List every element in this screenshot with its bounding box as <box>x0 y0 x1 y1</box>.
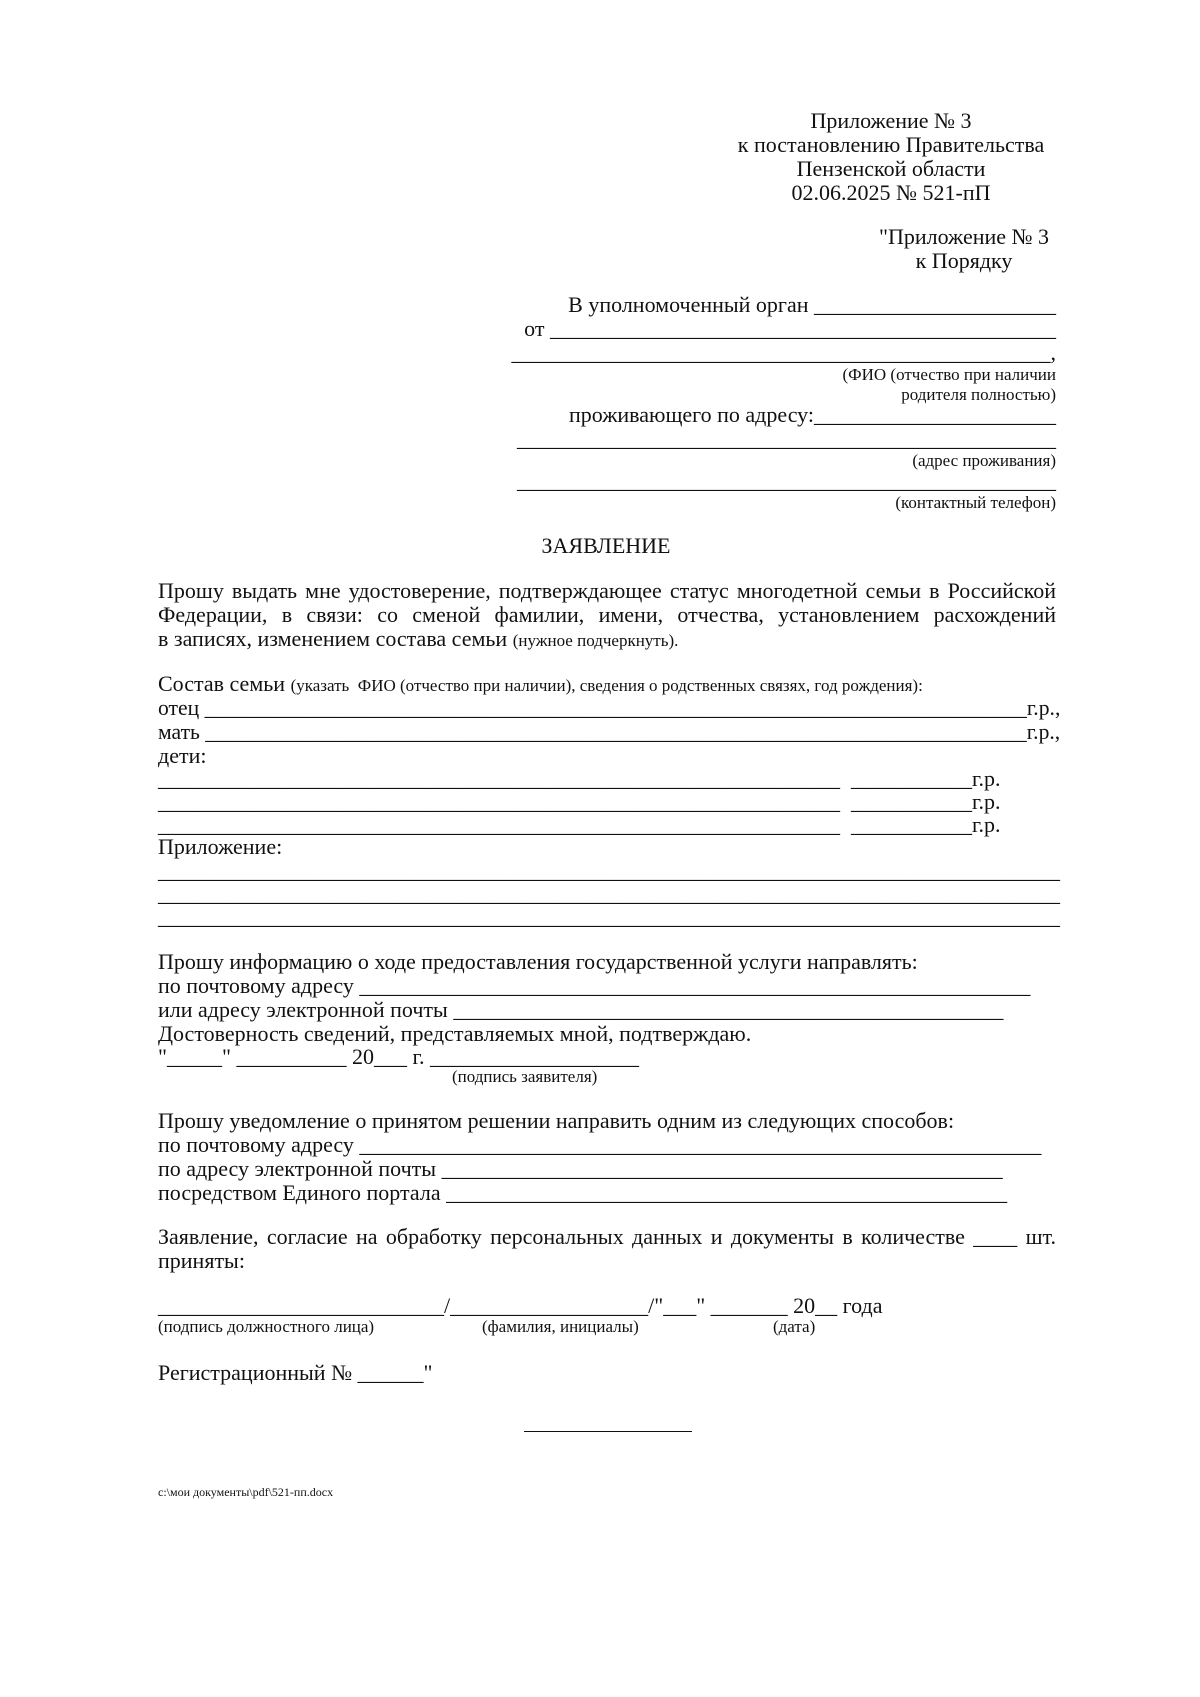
addressee-name-line: _________________________________________________, <box>511 340 1056 365</box>
accepted-hint-official: (подпись должностного лица) <box>158 1317 375 1336</box>
family-children-label: дети: <box>158 743 207 768</box>
family-mother: мать ____________________________________________________________________________г.р., <box>158 719 1061 744</box>
info-postal: по почтовому адресу _____________________________________________________________ <box>158 973 1031 998</box>
attachment-line-1: _____________________________________________________________________________________ <box>158 858 1060 883</box>
accepted-sign-line: __________________________/__________________/"___" _______ 20__ года <box>158 1293 883 1318</box>
request-line-1: Прошу выдать мне удостоверение, подтверждающее статус многодетной семьи в Российской <box>158 578 1056 603</box>
addressee-phone-hint: (контактный телефон) <box>895 493 1056 512</box>
notify-postal: по почтовому адресу ______________________________________________________________ <box>158 1132 1042 1157</box>
family-heading <box>158 673 923 695</box>
attachment-line-3: _____________________________________________________________________________________ <box>158 904 1060 929</box>
footer-file-path: c:\мои документы\pdf\521-пп.docx <box>158 1485 334 1499</box>
family-heading-main: Состав семьи <box>158 671 291 696</box>
request-line-2: Федерации, в связи: со сменой фамилии, имени, отчества, установлением расхождений <box>158 602 1056 627</box>
appendix-line-1: Приложение № 3 <box>810 108 972 133</box>
family-heading-note: (указать ФИО (отчество при наличии), сведения о родственных связях, год рождения): <box>290 676 923 695</box>
family-child-2: ______________________________________________________________ ___________г.р. <box>158 789 1001 814</box>
notify-email: по адресу электронной почты ___________________________________________________ <box>158 1156 1003 1181</box>
document-title: ЗАЯВЛЕНИЕ <box>541 533 671 558</box>
info-sign-hint: (подпись заявителя) <box>452 1067 598 1086</box>
family-child-1: ______________________________________________________________ ___________г.р. <box>158 766 1001 791</box>
accepted-line-2: приняты: <box>158 1248 245 1273</box>
order-appendix-line-2: к Порядку <box>915 248 1013 273</box>
request-line-3-main: в записях, изменением состава семьи <box>158 626 513 651</box>
notify-portal: посредством Единого портала ___________________________________________________ <box>158 1180 1008 1205</box>
addressee-phone-line: _________________________________________________ <box>517 468 1056 493</box>
accepted-line-1: Заявление, согласие на обработку персональных данных и документы в количестве ____ шт. <box>158 1224 1056 1249</box>
addressee-authority: В уполномоченный орган ______________________ <box>568 292 1056 317</box>
appendix-line-3: Пензенской области <box>796 156 986 181</box>
registration-number: Регистрационный № ______" <box>158 1360 433 1385</box>
family-father: отец ____________________________________________________________________________г.р., <box>158 695 1061 720</box>
addressee-name-hint-2: родителя полностью) <box>901 385 1056 404</box>
request-line-3 <box>158 628 678 650</box>
addressee-from: от ______________________________________________ <box>524 316 1056 341</box>
appendix-line-4: 02.06.2025 № 521-пП <box>791 180 991 205</box>
addressee-name-hint-1: (ФИО (отчество при наличии <box>842 365 1056 384</box>
info-date-sign: "_____" __________ 20___ г. ___________________ <box>158 1044 640 1069</box>
info-confirm: Достоверность сведений, представляемых мной, подтверждаю. <box>158 1021 752 1046</box>
request-line-3-note: (нужное подчеркнуть). <box>512 631 679 650</box>
accepted-hint-name: (фамилия, инициалы) <box>482 1317 639 1336</box>
info-heading: Прошу информацию о ходе предоставления государственной услуги направлять: <box>158 949 918 974</box>
order-appendix-line-1: "Приложение № 3 <box>878 224 1050 249</box>
addressee-residing: проживающего по адресу:______________________ <box>568 402 1056 427</box>
attachment-line-2: _____________________________________________________________________________________ <box>158 881 1060 906</box>
addressee-address-hint: (адрес проживания) <box>912 451 1056 470</box>
attachment-label: Приложение: <box>158 834 283 859</box>
family-child-3: ______________________________________________________________ ___________г.р. <box>158 812 1001 837</box>
closing-divider <box>524 1431 692 1432</box>
appendix-line-2: к постановлению Правительства <box>737 132 1045 157</box>
accepted-hint-date: (дата) <box>773 1317 816 1336</box>
addressee-address-line: _________________________________________________ <box>517 426 1056 451</box>
notify-heading: Прошу уведомление о принятом решении направить одним из следующих способов: <box>158 1108 955 1133</box>
info-email: или адресу электронной почты __________________________________________________ <box>158 997 1004 1022</box>
